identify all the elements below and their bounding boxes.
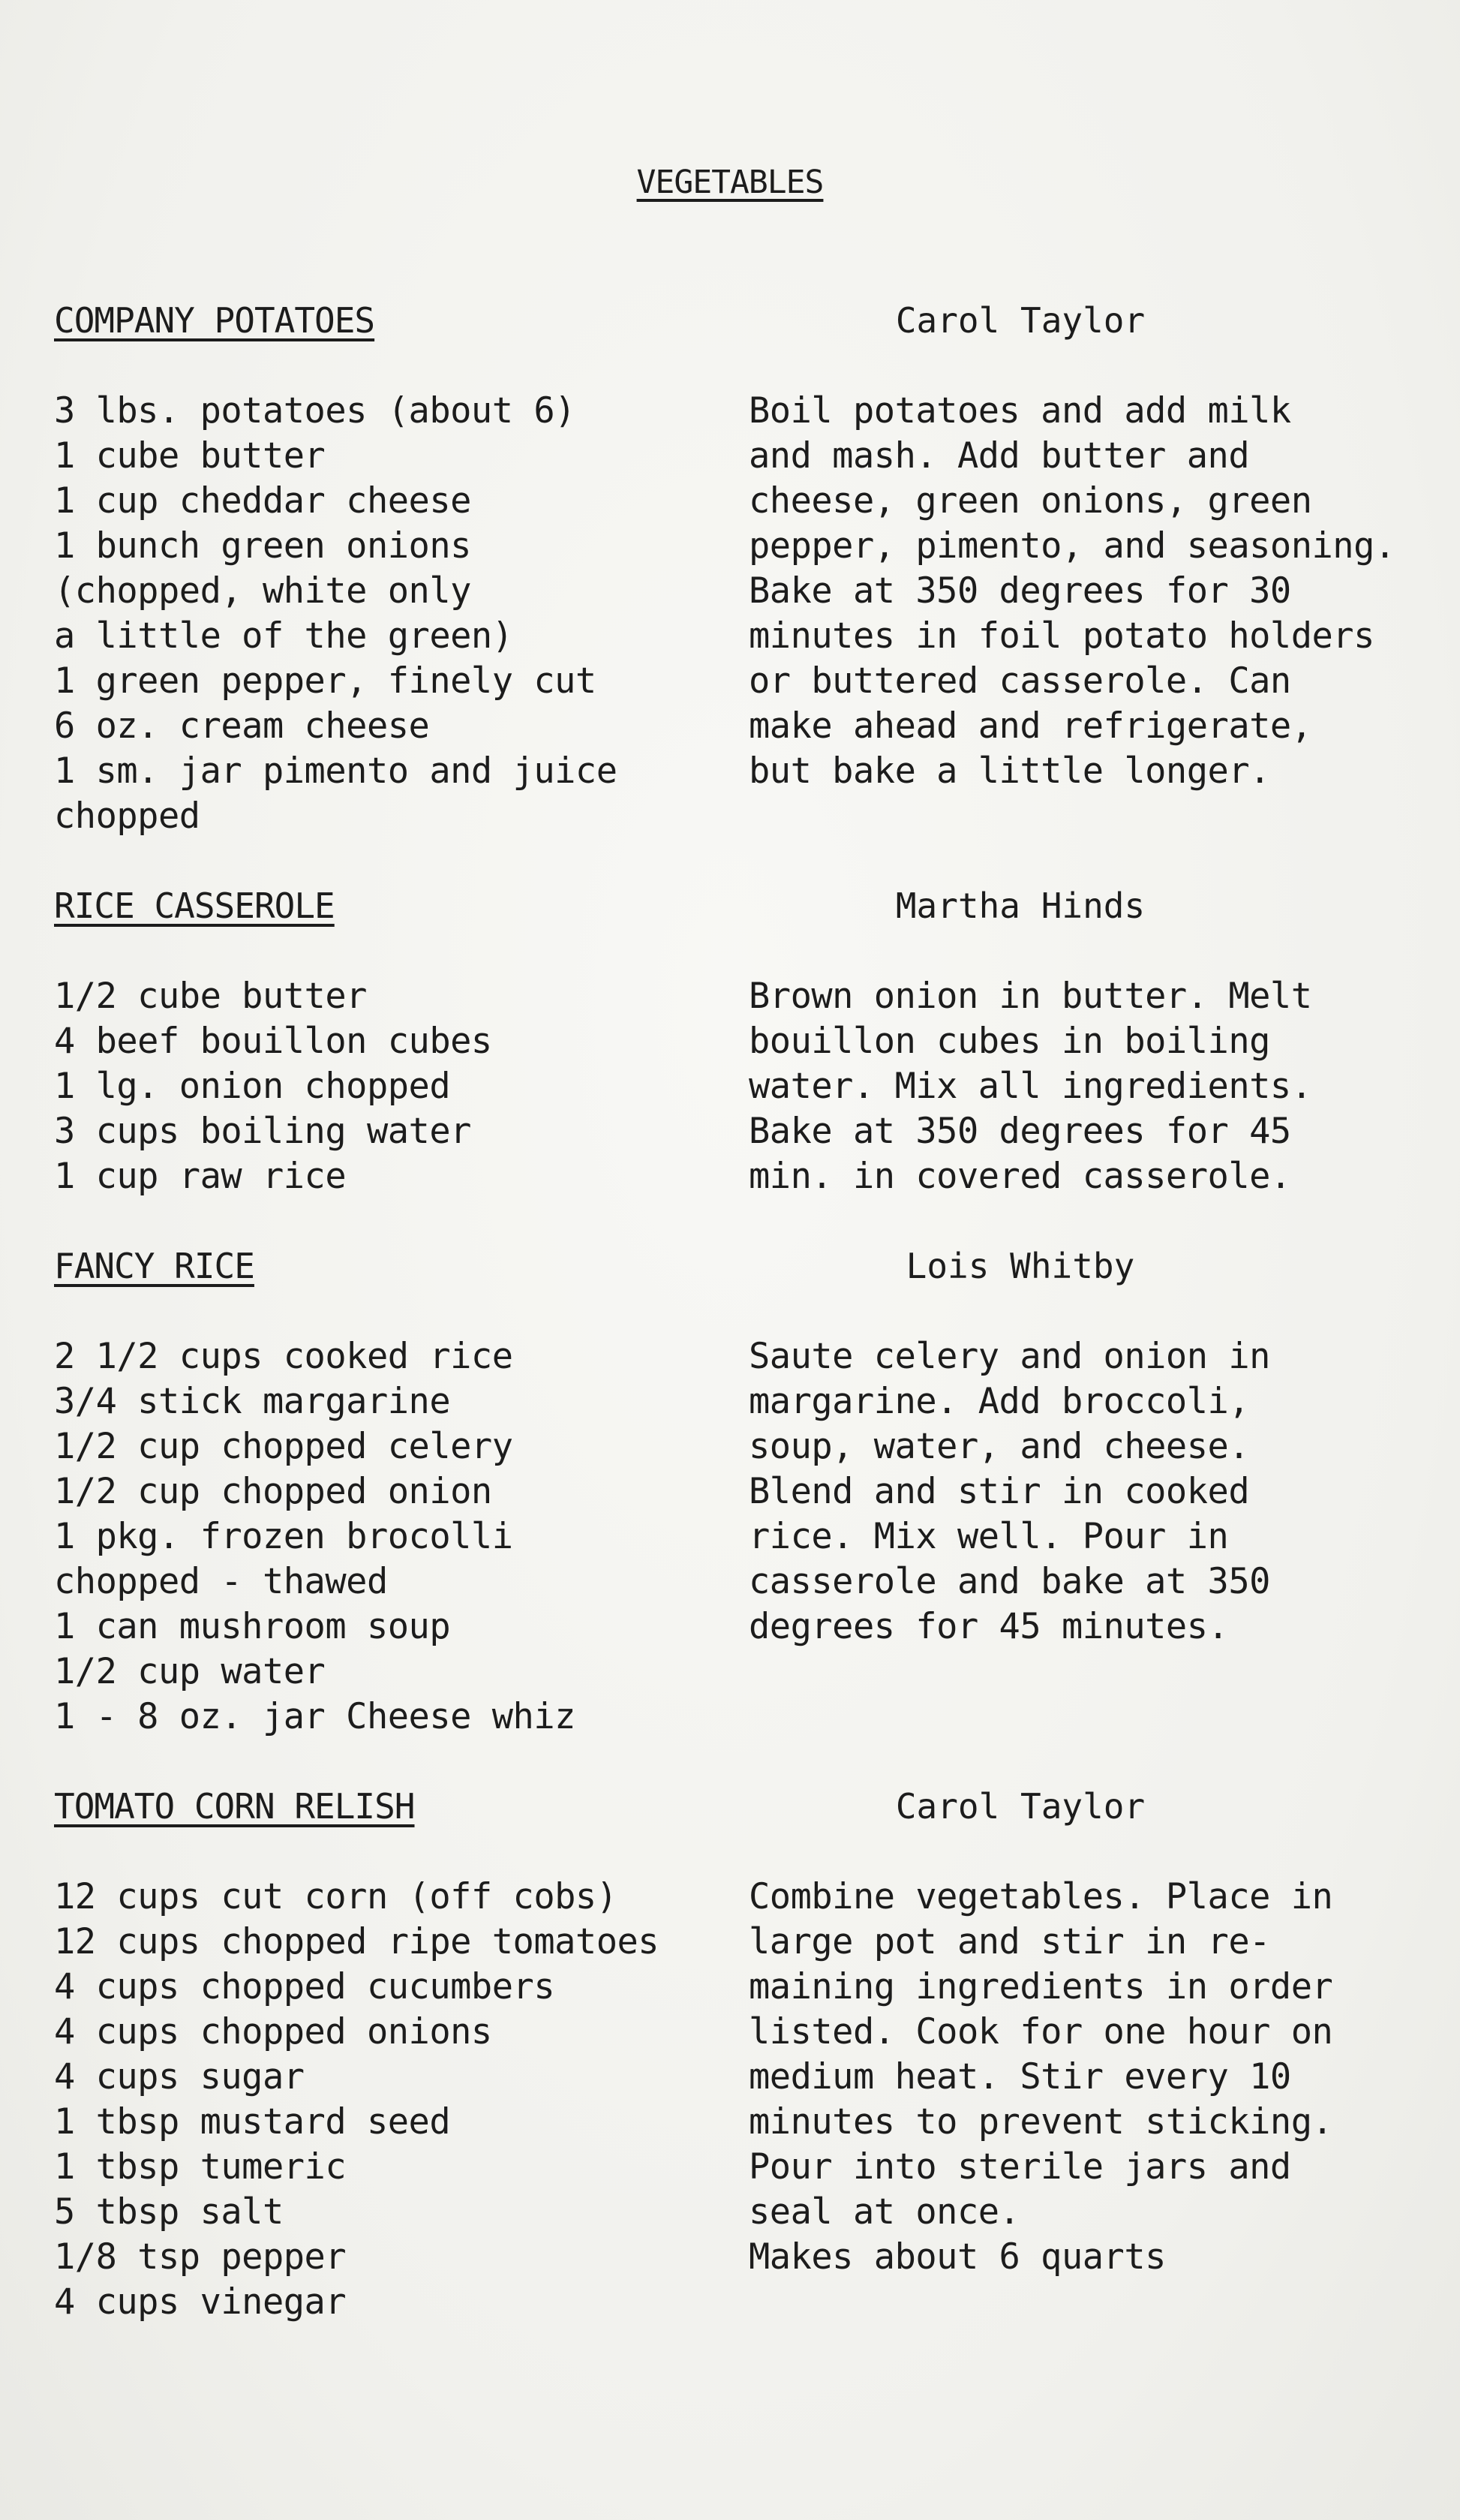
direction-line: and mash. Add butter and bbox=[749, 435, 1250, 477]
ingredient-line: 4 cups chopped onions bbox=[54, 2011, 492, 2052]
ingredient-line: 1 cube butter bbox=[54, 435, 326, 477]
direction-line: bouillon cubes in boiling bbox=[749, 1021, 1270, 1062]
ingredient-line: 1/2 cup chopped onion bbox=[54, 1471, 492, 1512]
ingredient-line: 1 can mushroom soup bbox=[54, 1606, 451, 1647]
page-title: VEGETABLES bbox=[636, 164, 824, 201]
recipe-title: COMPANY POTATOES bbox=[54, 300, 375, 341]
recipe-title: TOMATO CORN RELISH bbox=[54, 1786, 415, 1827]
direction-line: cheese, green onions, green bbox=[749, 480, 1312, 522]
ingredient-line: 4 beef bouillon cubes bbox=[54, 1021, 492, 1062]
ingredient-line: 3/4 stick margarine bbox=[54, 1381, 451, 1422]
ingredient-line: 1 tbsp tumeric bbox=[54, 2146, 347, 2188]
direction-line: Blend and stir in cooked bbox=[749, 1471, 1250, 1512]
direction-line: Boil potatoes and add milk bbox=[749, 390, 1291, 432]
ingredient-line: 1/2 cup water bbox=[54, 1651, 326, 1692]
direction-line: water. Mix all ingredients. bbox=[749, 1066, 1312, 1107]
direction-line: degrees for 45 minutes. bbox=[749, 1606, 1229, 1647]
ingredient-line: 1 tbsp mustard seed bbox=[54, 2101, 451, 2143]
direction-line: pepper, pimento, and seasoning. bbox=[749, 525, 1395, 567]
ingredient-line: 1 pkg. frozen brocolli bbox=[54, 1516, 513, 1557]
direction-line: minutes in foil potato holders bbox=[749, 615, 1374, 657]
recipe-title: RICE CASSEROLE bbox=[54, 886, 335, 926]
direction-line: listed. Cook for one hour on bbox=[749, 2011, 1333, 2052]
ingredient-line: a little of the green) bbox=[54, 615, 513, 657]
ingredient-line: 6 oz. cream cheese bbox=[54, 705, 430, 747]
direction-line: but bake a little longer. bbox=[749, 750, 1270, 792]
directions-list bbox=[749, 1875, 1446, 2280]
ingredient-line: 12 cups cut corn (off cobs) bbox=[54, 1876, 617, 1917]
ingredient-line: (chopped, white only bbox=[54, 570, 471, 612]
direction-line: or buttered casserole. Can bbox=[749, 660, 1291, 702]
recipe-author: Carol Taylor bbox=[895, 300, 1146, 341]
direction-line: Bake at 350 degrees for 45 bbox=[749, 1111, 1291, 1152]
ingredient-line: chopped bbox=[54, 795, 200, 837]
ingredient-list bbox=[54, 974, 729, 1199]
direction-line: seal at once. bbox=[749, 2191, 1020, 2233]
ingredient-line: 1 bunch green onions bbox=[54, 525, 471, 567]
recipe-title: FANCY RICE bbox=[54, 1246, 254, 1286]
direction-line: Pour into sterile jars and bbox=[749, 2146, 1291, 2188]
direction-line: margarine. Add broccoli, bbox=[749, 1381, 1250, 1422]
direction-line: Bake at 350 degrees for 30 bbox=[749, 570, 1291, 612]
ingredient-list bbox=[54, 1334, 729, 1740]
ingredient-line: 1/8 tsp pepper bbox=[54, 2236, 347, 2278]
ingredient-line: 1 cup raw rice bbox=[54, 1156, 347, 1197]
directions-list bbox=[749, 389, 1446, 794]
direction-line: large pot and stir in re- bbox=[749, 1921, 1270, 1962]
ingredient-list bbox=[54, 1875, 729, 2325]
recipe-author: Lois Whitby bbox=[906, 1246, 1135, 1286]
ingredient-line: 1 cup cheddar cheese bbox=[54, 480, 471, 522]
ingredient-line: 3 lbs. potatoes (about 6) bbox=[54, 390, 575, 432]
ingredient-line: 4 cups vinegar bbox=[54, 2281, 347, 2323]
ingredient-line: 1 - 8 oz. jar Cheese whiz bbox=[54, 1696, 575, 1737]
ingredient-line: 1/2 cup chopped celery bbox=[54, 1426, 513, 1467]
direction-line: make ahead and refrigerate, bbox=[749, 705, 1312, 747]
ingredient-line: 2 1/2 cups cooked rice bbox=[54, 1336, 513, 1377]
recipe-author: Martha Hinds bbox=[895, 886, 1146, 926]
direction-line: soup, water, and cheese. bbox=[749, 1426, 1250, 1467]
ingredient-line: 1/2 cube butter bbox=[54, 976, 367, 1017]
direction-line: maining ingredients in order bbox=[749, 1966, 1333, 2007]
direction-line: rice. Mix well. Pour in bbox=[749, 1516, 1229, 1557]
ingredient-line: 12 cups chopped ripe tomatoes bbox=[54, 1921, 659, 1962]
directions-list bbox=[749, 974, 1446, 1199]
ingredient-line: 1 sm. jar pimento and juice bbox=[54, 750, 617, 792]
direction-line: Combine vegetables. Place in bbox=[749, 1876, 1333, 1917]
ingredient-line: 1 green pepper, finely cut bbox=[54, 660, 596, 702]
ingredient-list bbox=[54, 389, 729, 839]
direction-line: medium heat. Stir every 10 bbox=[749, 2056, 1291, 2097]
directions-list bbox=[749, 1334, 1446, 1649]
ingredient-line: 4 cups sugar bbox=[54, 2056, 305, 2097]
ingredient-line: chopped - thawed bbox=[54, 1561, 388, 1602]
ingredient-line: 4 cups chopped cucumbers bbox=[54, 1966, 555, 2007]
direction-line: Saute celery and onion in bbox=[749, 1336, 1270, 1377]
direction-line: Brown onion in butter. Melt bbox=[749, 976, 1312, 1017]
ingredient-line: 5 tbsp salt bbox=[54, 2191, 284, 2233]
ingredient-line: 1 lg. onion chopped bbox=[54, 1066, 451, 1107]
direction-line: Makes about 6 quarts bbox=[749, 2236, 1166, 2278]
direction-line: minutes to prevent sticking. bbox=[749, 2101, 1333, 2143]
recipe-author: Carol Taylor bbox=[895, 1786, 1146, 1827]
direction-line: casserole and bake at 350 bbox=[749, 1561, 1270, 1602]
ingredient-line: 3 cups boiling water bbox=[54, 1111, 471, 1152]
direction-line: min. in covered casserole. bbox=[749, 1156, 1291, 1197]
